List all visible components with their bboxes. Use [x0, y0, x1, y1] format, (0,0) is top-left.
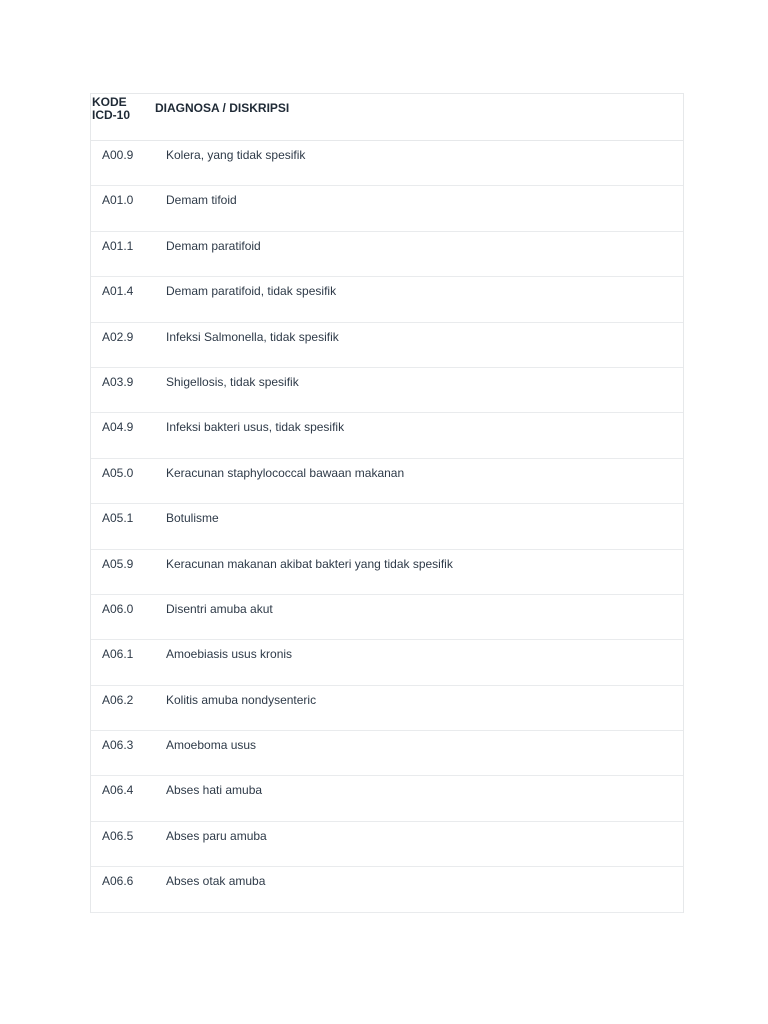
- cell-code: A05.9: [102, 556, 134, 571]
- cell-code: A06.2: [102, 692, 134, 707]
- cell-code: A06.4: [102, 783, 134, 798]
- table-header: [91, 94, 683, 141]
- table-row: [91, 822, 683, 867]
- cell-code: A06.6: [102, 874, 134, 889]
- cell-code: A06.0: [102, 601, 134, 616]
- cell-code: A03.9: [102, 374, 134, 389]
- cell-code: A00.9: [102, 148, 134, 162]
- cell-description: Abses hati amuba: [166, 783, 263, 798]
- table-row: [91, 550, 683, 595]
- table-row: [91, 277, 683, 322]
- table-row: [91, 504, 683, 549]
- cell-description: Disentri amuba akut: [166, 601, 273, 616]
- table-row: [91, 323, 683, 368]
- cell-code: A05.0: [102, 465, 134, 480]
- cell-description: Infeksi Salmonella, tidak spesifik: [166, 329, 339, 344]
- table-row: [91, 595, 683, 640]
- cell-description: Infeksi bakteri usus, tidak spesifik: [166, 420, 345, 435]
- table-row: [91, 459, 683, 504]
- cell-description: Keracunan staphylococcal bawaan makanan: [166, 465, 405, 480]
- table-body: [91, 141, 683, 913]
- table-row: [91, 640, 683, 685]
- cell-code: A05.1: [102, 511, 134, 526]
- header-description: DIAGNOSA / DISKRIPSI: [155, 101, 290, 115]
- table-row: [91, 186, 683, 231]
- table-row: [91, 232, 683, 277]
- cell-code: A01.4: [102, 284, 134, 299]
- cell-code: A06.3: [102, 738, 134, 753]
- table-row: [91, 776, 683, 821]
- table-row: [91, 368, 683, 413]
- table-row: [91, 867, 683, 912]
- table-row: [91, 731, 683, 776]
- cell-description: Amoeboma usus: [166, 738, 257, 753]
- cell-description: Demam paratifoid: [166, 238, 261, 253]
- cell-code: A04.9: [102, 420, 134, 435]
- cell-description: Botulisme: [166, 511, 219, 526]
- cell-description: Demam tifoid: [166, 193, 237, 208]
- cell-description: Kolitis amuba nondysenteric: [166, 692, 317, 707]
- table-row: [91, 686, 683, 731]
- cell-code: A06.5: [102, 828, 134, 843]
- cell-description: Demam paratifoid, tidak spesifik: [166, 284, 337, 299]
- cell-code: A01.1: [102, 238, 134, 253]
- table-row: [91, 413, 683, 458]
- cell-description: Shigellosis, tidak spesifik: [166, 374, 299, 389]
- cell-description: Keracunan makanan akibat bakteri yang tidak spesifik: [166, 556, 453, 571]
- icd-table: [90, 93, 684, 913]
- cell-code: A02.9: [102, 329, 134, 344]
- cell-description: Abses otak amuba: [166, 874, 266, 889]
- cell-code: A06.1: [102, 647, 134, 662]
- cell-description: Kolera, yang tidak spesifik: [166, 148, 306, 162]
- cell-code: A01.0: [102, 193, 134, 208]
- cell-description: Abses paru amuba: [166, 828, 267, 843]
- header-code: KODE ICD-10: [92, 95, 131, 122]
- table-row: [91, 141, 683, 186]
- cell-description: Amoebiasis usus kronis: [166, 647, 293, 662]
